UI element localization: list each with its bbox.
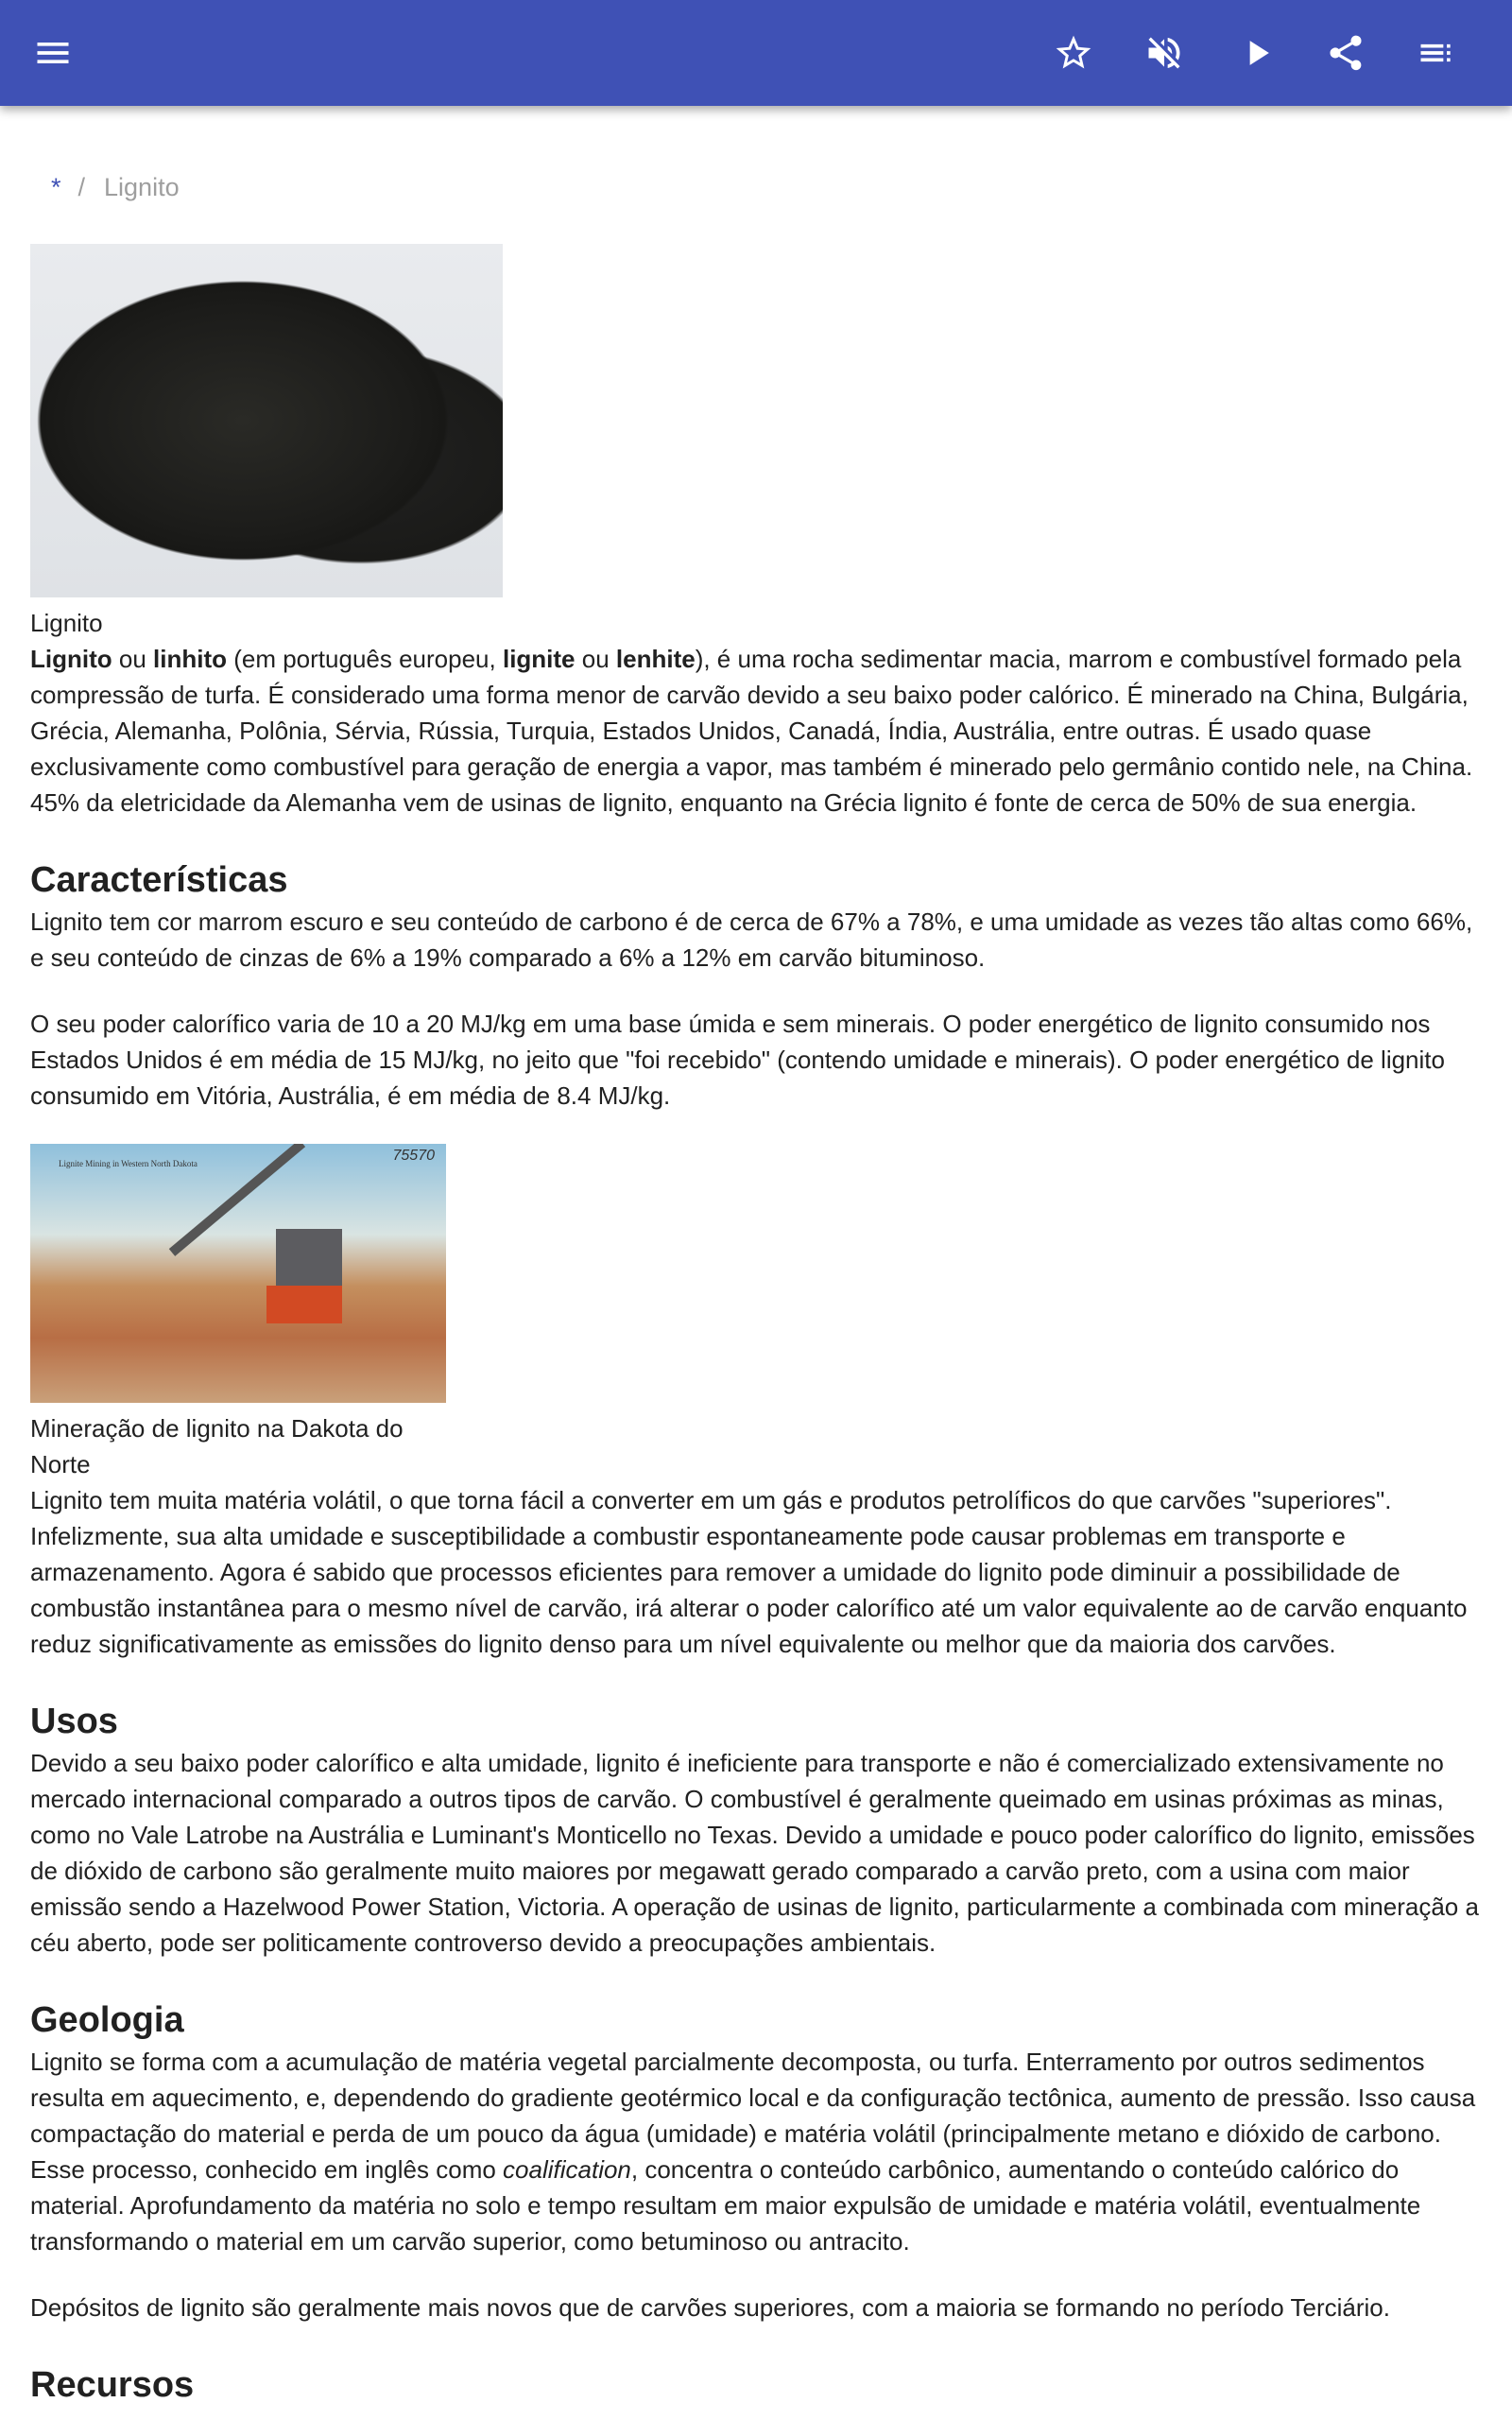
share-icon[interactable] (1319, 26, 1372, 79)
section-heading-caracteristicas: Características (30, 860, 288, 900)
paragraph: O seu poder calorífico varia de 10 a 20 MJ/kg em uma base úmida e sem minerais. O poder energético de lignito consumido nos Estados Unidos é em média de 15 MJ/kg, no jeito que "foi recebido" (contendo umidade e minerais). O poder energético de lignito consumido em Vitória, Austrália, é em média de 8.4 MJ/kg. (30, 1010, 1445, 1110)
figure-caption: Mineração de lignito na Dakota do Norte (30, 1414, 404, 1478)
intro-paragraph (30, 641, 1486, 821)
postcard-title: Lignite Mining in Western North Dakota (59, 1159, 198, 1168)
section-heading-geologia: Geologia (30, 2000, 184, 2040)
bold-term: lignite (502, 645, 576, 673)
breadcrumb-separator: / (77, 173, 86, 201)
text: ou (575, 645, 616, 673)
mining-postcard-image[interactable] (30, 1144, 446, 1403)
postcard-number: 75570 (392, 1148, 435, 1164)
article (30, 161, 1486, 2409)
section-heading-recursos: Recursos (30, 2365, 195, 2405)
star-icon[interactable] (1047, 26, 1100, 79)
volume-off-icon[interactable] (1138, 26, 1191, 79)
play-icon[interactable] (1230, 26, 1283, 79)
bold-term: linhito (153, 645, 227, 673)
text: (em português europeu, (227, 645, 503, 673)
playlist-icon[interactable] (1410, 26, 1463, 79)
bold-term: lenhite (615, 645, 696, 673)
figure-lignite (30, 244, 1486, 641)
figure-mining (30, 1144, 1486, 1482)
lignite-image[interactable] (30, 244, 503, 597)
app-bar (0, 0, 1512, 106)
section-heading-usos: Usos (30, 1702, 118, 1741)
text: ou (112, 645, 154, 673)
paragraph: Devido a seu baixo poder calorífico e alta umidade, lignito é ineficiente para transporte e não é comercializado extensivamente no mercado internacional comparado a outros tipos de carvão. O combustível é geralmente queimado em usinas próximas as minas, como no Vale Latrobe na Austrália e Luminant's Monticello no Texas. Devido a umidade e pouco poder calorífico do lignito, emissões de dióxido de carbono são geralmente muito maiores por megawatt gerado comparado a carvão preto, com a usina com maior emissão sendo a Hazelwood Power Station, Victoria. A operação de usinas de lignito, particularmente a combinada com mineração a céu aberto, pode ser politicamente controverso devido a preocupações ambientais. (30, 1749, 1479, 1957)
paragraph: Depósitos de lignito são geralmente mais novos que de carvões superiores, com a maioria se formando no período Terciário. (30, 2293, 1390, 2322)
paragraph: Lignito tem muita matéria volátil, o que torna fácil a converter em um gás e produtos petrolíficos do que carvões "superiores". Infelizmente, sua alta umidade e susceptibilidade a combustir espontaneamente pode causar problemas em transporte e armazenamento. Agora é sabido que processos eficientes para remover a umidade do lignito pode diminuir a possibilidade de combustão instantânea para o mesmo nível de carvão, irá alterar o poder calorífico até um valor equivalente ao de carvão enquanto reduz significativamente as emissões do lignito denso para um nível equivalente ou melhor que da maioria dos carvões. (30, 1486, 1468, 1658)
figure-caption: Lignito (30, 609, 103, 637)
paragraph: Lignito tem cor marrom escuro e seu conteúdo de carbono é de cerca de 67% a 78%, e uma umidade as vezes tão altas como 66%, e seu conteúdo de cinzas de 6% a 19% comparado a 6% a 12% em carvão bituminoso. (30, 908, 1473, 972)
shovel-shape (276, 1229, 342, 1286)
menu-icon[interactable] (26, 26, 79, 79)
truck-shape (266, 1286, 342, 1323)
text: Lignito se forma com a acumulação de matéria vegetal parcialmente decomposta, ou turfa. Enterramento por outros sedimentos resulta em aquecimento, e, dependendo do gradiente geotérmico local e da configuração tectônica, aumento de pressão. Isso causa compactação do material e perda de um pouco da água (umidade) e matéria volátil (principalmente metano e dióxido de carbono. Esse processo, conhecido em inglês como (30, 2048, 1476, 2184)
text: , concentra o conteúdo carbônico, aumentando o conteúdo calórico do material. Aprofundamento da matéria no solo e tempo resultam em maior expulsão de umidade e matéria volátil, eventualmente transformando o material em um carvão superior, como betuminoso ou antracito. (30, 2155, 1421, 2256)
breadcrumb-current: Lignito (104, 173, 180, 201)
bold-term: Lignito (30, 645, 112, 673)
breadcrumb (30, 161, 1486, 214)
italic-term: coalification (503, 2155, 631, 2184)
paragraph (30, 2044, 1486, 2259)
breadcrumb-home[interactable]: * (51, 173, 61, 201)
text: ), é uma rocha sedimentar macia, marrom e combustível formado pela compressão de turfa. É considerado uma forma menor de carvão devido a seu baixo poder calórico. É minerado na China, Bulgária, Grécia, Alemanha, Polônia, Sérvia, Rússia, Turquia, Estados Unidos, Canadá, Índia, Austrália, entre outras. É usado quase exclusivamente como combustível para geração de energia a vapor, mas também é minerado pelo germânio contido nele, na China. 45% da eletricidade da Alemanha vem de usinas de lignito, enquanto na Grécia lignito é fonte de cerca de 50% de sua energia. (30, 645, 1473, 817)
